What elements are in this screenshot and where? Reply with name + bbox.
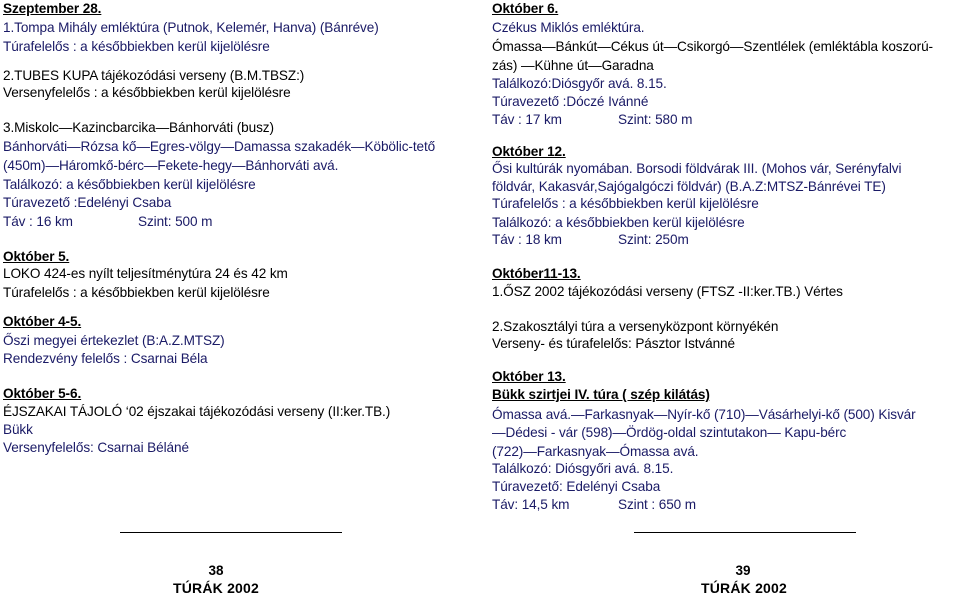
- event-text-line: 1.Tompa Mihály emléktúra (Putnok, Kelemér, Hanva) (Bánréve): [3, 20, 379, 35]
- event-text-line: Túrafelelős : a későbbiekben kerül kijelölésre: [3, 285, 270, 300]
- event-date-heading: Október 5.: [3, 249, 70, 264]
- elevation-value: Szint: 580 m: [618, 112, 693, 127]
- event-date-heading: Október 5-6.: [3, 386, 82, 401]
- event-text-line: —Dédesi - vár (598)—Ördög-oldal szintutakon— Kapu-bérc: [492, 425, 847, 440]
- event-text-line: LOKO 424-es nyílt teljesítménytúra 24 és 42 km: [3, 266, 288, 281]
- event-text-line: (450m)—Háromkő-bérc—Fekete-hegy—Bánhorváti avá.: [3, 158, 339, 173]
- event-text-line: Versenyfelelős : a későbbiekben kerül kijelölésre: [3, 85, 291, 100]
- event-text-line: 2.TUBES KUPA tájékozódási verseny (B.M.TBSZ:): [3, 68, 305, 83]
- event-text-line: Túravezető :Edelényi Csaba: [3, 195, 172, 210]
- event-text-line: Ómassa—Bánkút—Cékus út—Csikorgó—Szentlélek (emléktábla koszorú-: [492, 39, 933, 54]
- distance-value: Táv : 17 km: [492, 112, 562, 127]
- distance-value: Táv: 14,5 km: [492, 497, 570, 512]
- event-text-line: 3.Miskolc—Kazincbarcika—Bánhorváti (busz): [3, 120, 274, 135]
- event-text-line: Túravezető :Dóczé Ivánné: [492, 94, 649, 109]
- event-date-heading: Október 12.: [492, 144, 566, 159]
- distance-elevation-line: [492, 496, 696, 514]
- event-text-line: Rendezvény felelős : Csarnai Béla: [3, 351, 208, 366]
- right-page-number: 39: [735, 563, 751, 578]
- event-date-heading: Bükk szirtjei IV. túra ( szép kilátás): [492, 387, 710, 402]
- event-text-line: (722)—Farkasnyak—Ómassa avá.: [492, 444, 699, 459]
- event-text-line: Verseny- és túrafelelős: Pásztor Istvánné: [492, 336, 735, 351]
- event-date-heading: Október 13.: [492, 369, 566, 384]
- event-text-line: Találkozó:Diósgyőr avá. 8.15.: [492, 76, 667, 91]
- event-text-line: Őszi megyei értekezlet (B:A.Z.MTSZ): [3, 333, 225, 348]
- left-footer-rule: [120, 532, 342, 533]
- event-text-line: Czékus Miklós emléktúra.: [492, 20, 645, 35]
- event-text-line: Találkozó: a későbbiekben kerül kijelölésre: [3, 177, 256, 192]
- right-footer-rule: [634, 532, 856, 533]
- event-text-line: 1.ŐSZ 2002 tájékozódási verseny (FTSZ -II:ker.TB.) Vértes: [492, 284, 843, 299]
- elevation-value: Szint: 500 m: [138, 214, 213, 229]
- left-page-footer-title: TÚRÁK 2002: [172, 580, 260, 596]
- event-date-heading: Október 4-5.: [3, 314, 82, 329]
- event-text-line: földvár, Kakasvár,Sajógalgóczi földvár) (B.A.Z:MTSZ-Bánrévei TE): [492, 179, 886, 194]
- event-text-line: Találkozó: Diósgyőri avá. 8.15.: [492, 461, 674, 476]
- elevation-value: Szint: 250m: [618, 232, 689, 247]
- event-date-heading: Október 6.: [492, 1, 559, 16]
- distance-elevation-line: [3, 213, 212, 231]
- event-text-line: Versenyfelelős: Csarnai Béláné: [3, 440, 189, 455]
- event-text-line: Találkozó: a későbbiekben kerül kijelölésre: [492, 215, 745, 230]
- distance-value: Táv : 16 km: [3, 214, 73, 229]
- distance-elevation-line: [492, 231, 689, 249]
- event-date-heading: Október11-13.: [492, 266, 581, 281]
- event-text-line: zás) —Kühne út—Garadna: [492, 58, 654, 73]
- event-text-line: Túravezető: Edelényi Csaba: [492, 479, 661, 494]
- event-date-heading: Szeptember 28.: [3, 1, 102, 16]
- left-page-number: 38: [208, 563, 224, 578]
- event-text-line: ÉJSZAKAI TÁJOLÓ ‘02 éjszakai tájékozódási verseny (II:ker.TB.): [3, 404, 391, 419]
- distance-value: Táv : 18 km: [492, 232, 562, 247]
- event-text-line: Bükk: [3, 422, 33, 437]
- event-text-line: Ősi kultúrák nyomában. Borsodi földvárak III. (Mohos vár, Serényfalvi: [492, 161, 902, 176]
- event-text-line: Túrafelelős : a későbbiekben kerül kijelölésre: [3, 39, 270, 54]
- elevation-value: Szint : 650 m: [618, 497, 697, 512]
- right-page-footer-title: TÚRÁK 2002: [700, 580, 788, 596]
- event-text-line: 2.Szakosztályi túra a versenyközpont környékén: [492, 319, 779, 334]
- event-text-line: Ómassa avá.—Farkasnyak—Nyír-kő (710)—Vásárhelyi-kő (500) Kisvár: [492, 407, 916, 422]
- distance-elevation-line: [492, 111, 692, 129]
- event-text-line: Bánhorváti—Rózsa kő—Egres-völgy—Damassa szakadék—Köbölic-tető: [3, 139, 436, 154]
- event-text-line: Túrafelelős : a későbbiekben kerül kijelölésre: [492, 196, 759, 211]
